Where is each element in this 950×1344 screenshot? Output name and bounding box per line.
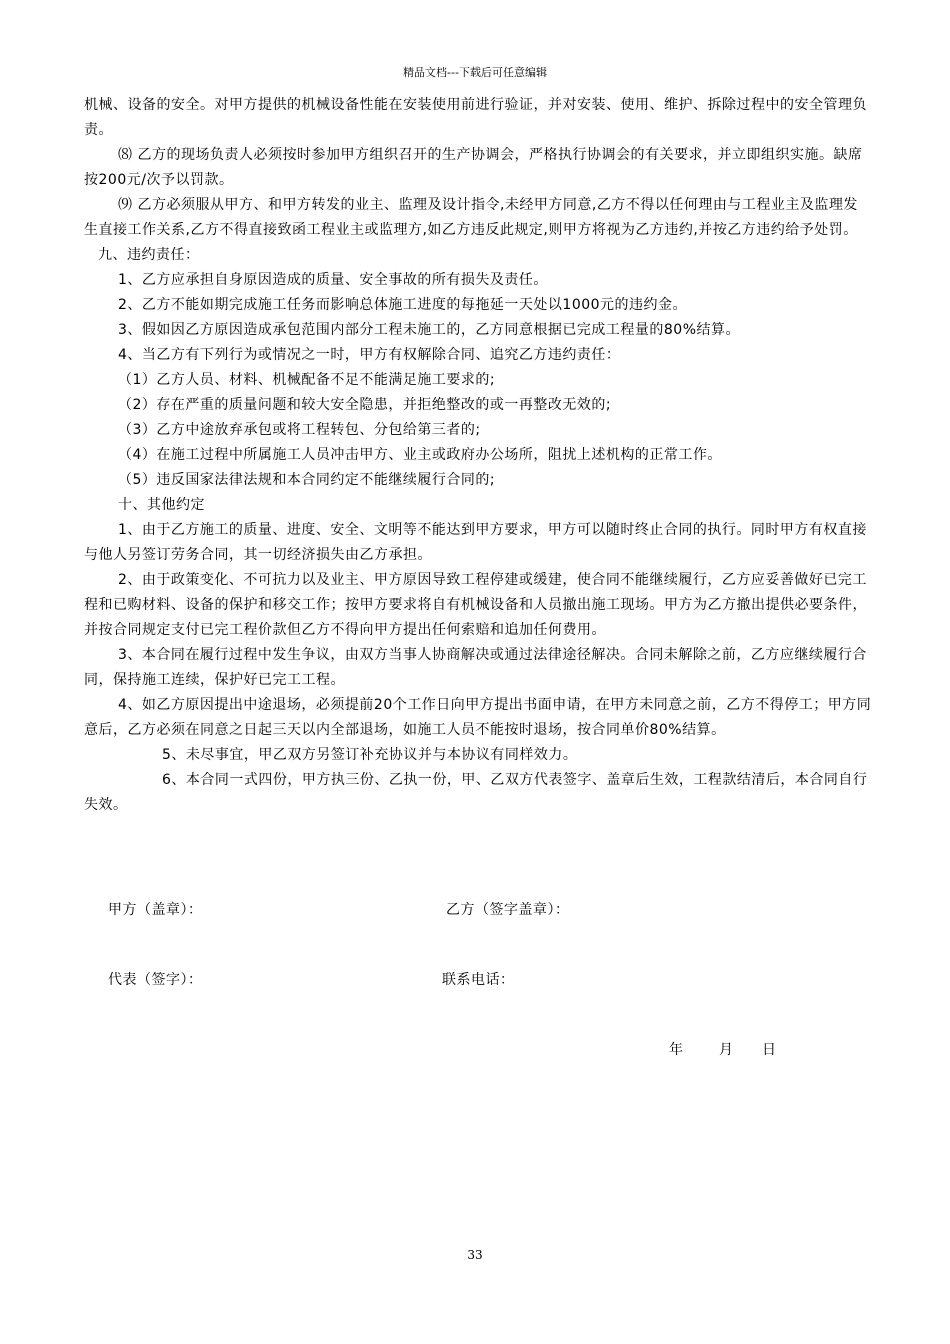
paragraph: 1、由于乙方施工的质量、进度、安全、文明等不能达到甲方要求，甲方可以随时终止合同的执行。同时甲方有权直接与他人另签订劳务合同，其一切经济损失由乙方承担。 [84,522,867,563]
paragraph: 1、乙方应承担自身原因造成的质量、安全事故的所有损失及责任。 [118,272,548,288]
list-item: （5）违反国家法律法规和本合同约定不能继续履行合同的; [118,472,496,488]
paragraph: 4、如乙方原因提出中途退场，必须提前20个工作日向甲方提出书面申请，在甲方未同意之前，乙方不得停工；甲方同意后，乙方必须在同意之日起三天以内全部退场，如施工人员不能按时退场，按合同单价80%结算。 [84,697,872,738]
date-year-label: 年 [669,1042,684,1058]
contract-body [84,93,872,818]
paragraph: ⑻ 乙方的现场负责人必须按时参加甲方组织召开的生产协调会，严格执行协调会的有关要求，并立即组织实施。缺席按200元/次予以罚款。 [84,147,863,188]
paragraph: 5、未尽事宜，甲乙双方另签订补充协议并与本协议有同样效力。 [162,747,578,763]
paragraph: 2、由于政策变化、不可抗力以及业主、甲方原因导致工程停建或缓建，使合同不能继续履行，乙方应妥善做好已完工程和已购材料、设备的保护和移交工作；按甲方要求将自有机械设备和人员撤出施工现场。甲方为乙方撤出提供必要条件，并按合同规定支付已完工程价款但乙方不得向甲方提出任何索赔和追加任何费用。 [84,572,867,638]
paragraph: ⑼ 乙方必须服从甲方、和甲方转发的业主、监理及设计指令,未经甲方同意,乙方不得以任何理由与工程业主及监理发生直接工作关系,乙方不得直接致函工程业主或监理方,如乙方违反此规定,则甲方将视为乙方违约,并按乙方违约给予处罚。 [84,197,858,238]
section-heading: 十、其他约定 [118,497,205,513]
representative-signature-label: 代表（签字）： [108,972,203,988]
page-number: 33 [467,1248,483,1262]
list-item: （4）在施工过程中所属施工人员冲击甲方、业主或政府办公场所，阻扰上述机构的正常工作。 [118,447,722,463]
party-a-seal-label: 甲方（盖章）： [108,902,203,918]
phone-label: 联系电话： [442,972,515,988]
paragraph: 4、当乙方有下列行为或情况之一时，甲方有权解除合同、追究乙方违约责任： [118,347,621,363]
section-heading: 九、违约责任： [98,247,200,263]
list-item: （1）乙方人员、材料、机械配备不足不能满足施工要求的; [118,372,496,388]
date-month-label: 月 [719,1042,734,1058]
page-header: 精品文档---下载后可任意编辑 [403,66,547,79]
paragraph: 6、本合同一式四份，甲方执三份、乙执一份，甲、乙双方代表签字、盖章后生效，工程款结清后，本合同自行失效。 [84,772,868,813]
paragraph: 3、本合同在履行过程中发生争议，由双方当事人协商解决或通过法律途径解决。合同未解除之前，乙方应继续履行合同，保持施工连续，保护好已完工工程。 [84,647,867,688]
list-item: （2）存在严重的质量问题和较大安全隐患，并拒绝整改的或一再整改无效的; [118,397,612,413]
paragraph: 2、乙方不能如期完成施工任务而影响总体施工进度的每拖延一天处以1000元的违约金。 [118,297,688,313]
date-day-label: 日 [762,1042,777,1058]
list-item: （3）乙方中途放弃承包或将工程转包、分包给第三者的; [118,422,481,438]
paragraph: 机械、设备的安全。对甲方提供的机械设备性能在安装使用前进行验证，并对安装、使用、维护、拆除过程中的安全管理负责。 [84,97,867,138]
paragraph: 3、假如因乙方原因造成承包范围内部分工程未施工的，乙方同意根据已完成工程量的80%结算。 [118,322,741,338]
party-b-seal-label: 乙方（签字盖章）： [446,902,570,918]
